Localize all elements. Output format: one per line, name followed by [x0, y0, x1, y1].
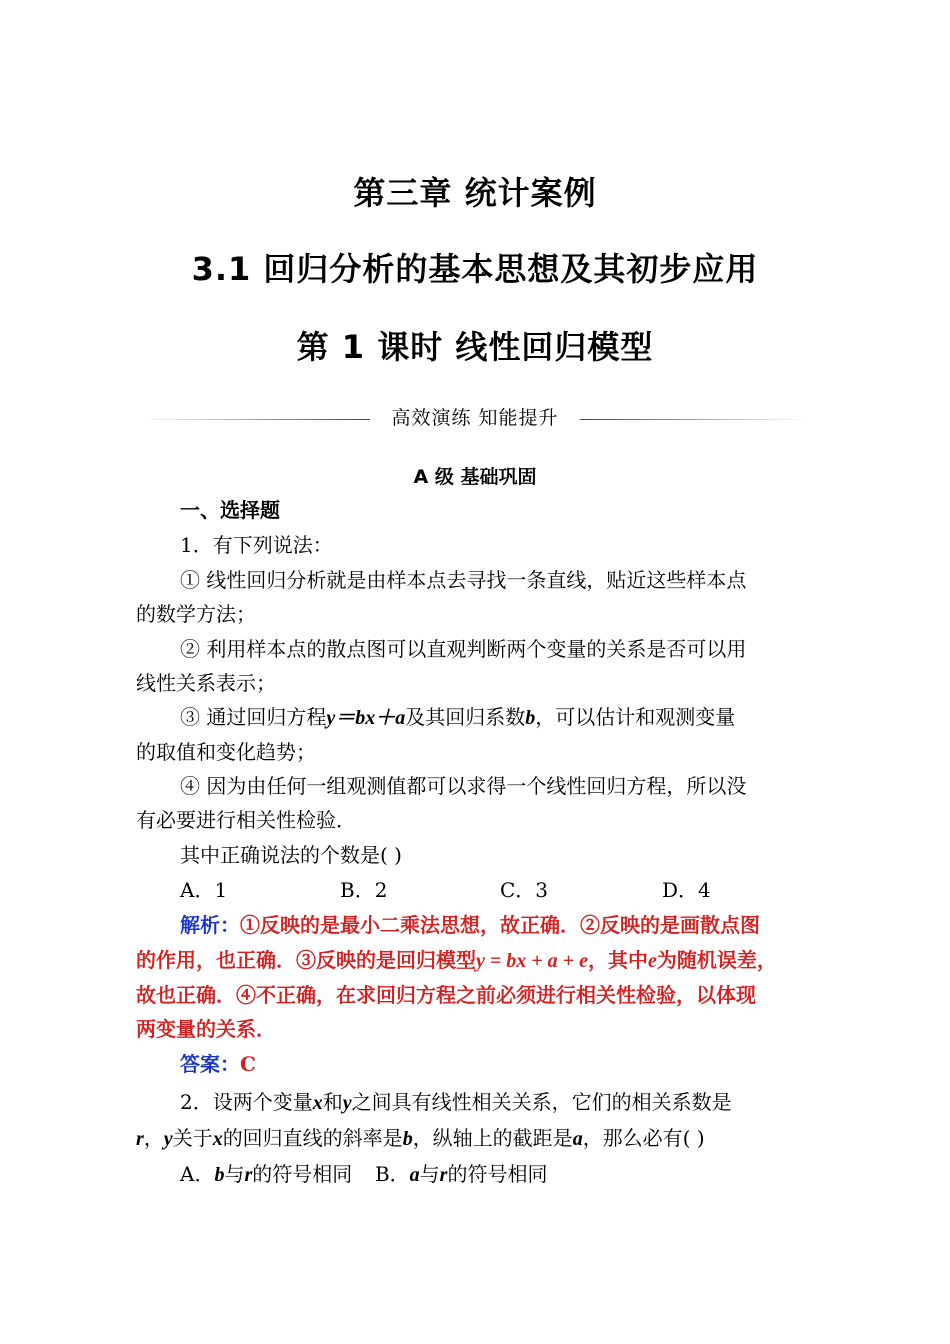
q2-l1-mid: 和: [322, 1090, 343, 1114]
q1-analysis-line2: [136, 948, 777, 973]
analysis-text-1: ①反映的是最小二乘法思想，故正确．②反映的是画散点图: [240, 913, 760, 937]
q1-analysis-line4: 两变量的关系．: [136, 1017, 276, 1041]
q1-answer: [180, 1052, 256, 1076]
chapter-title: 第三章 统计案例: [353, 174, 597, 212]
q2-l2-var-y: y: [163, 1128, 173, 1150]
q2-l2-var-a: a: [572, 1128, 583, 1150]
analysis-2-mid: ，其中: [587, 948, 648, 972]
q2-options: [180, 1162, 547, 1187]
q1-item1-line2: 的数学方法；: [136, 602, 256, 626]
q1-item3-mid: 及其回归系数: [405, 705, 526, 729]
q1-ask: 其中正确说法的个数是( ): [180, 843, 402, 867]
answer-label: 答案：: [180, 1052, 240, 1076]
q1-item2-line1: ② 利用样本点的散点图可以直观判断两个变量的关系是否可以用: [180, 637, 747, 661]
analysis-2-formula: y = bx + a + e: [476, 950, 588, 972]
q2-line2: [136, 1126, 705, 1151]
q1-option-c: C．3: [500, 878, 549, 902]
q2-opt-b-r: r: [439, 1164, 448, 1186]
q1-item3-post: ，可以估计和观测变量: [535, 705, 736, 729]
divider-text: 高效演练 知能提升: [391, 407, 559, 429]
q2-l2-a: 关于: [172, 1126, 213, 1150]
q1-item4-line2: 有必要进行相关性检验．: [136, 808, 356, 832]
q2-l1-post: 之间具有线性相关关系，它们的相关系数是: [351, 1090, 732, 1114]
q2-l2-sep: ，: [143, 1126, 164, 1150]
analysis-2-pre: 的作用，也正确．③反映的是回归模型: [136, 948, 476, 972]
q2-line1: [180, 1090, 732, 1115]
q1-item2-line2: 线性关系表示；: [136, 671, 276, 695]
q2-l2-d: ，那么必有( ): [582, 1126, 705, 1150]
q2-var-x: x: [312, 1092, 323, 1114]
answer-value: C: [240, 1052, 256, 1076]
q2-l2-b: 的回归直线的斜率是: [222, 1126, 403, 1150]
q2-opt-b-mid: 与: [419, 1162, 440, 1186]
q2-opt-a-pre: A．: [180, 1162, 215, 1186]
q2-l2-var-x: x: [212, 1128, 223, 1150]
section-title: 3.1 回归分析的基本思想及其初步应用: [191, 250, 759, 288]
q2-var-r: r: [136, 1128, 144, 1150]
q1-option-d: D．4: [662, 878, 711, 902]
q1-stem: 1．有下列说法：: [180, 533, 333, 557]
lesson-title: 第 1 课时 线性回归模型: [296, 328, 654, 366]
divider-right-line: [580, 419, 810, 420]
q1-item3-line1: [180, 705, 735, 730]
q2-opt-b-pre: B．: [374, 1162, 410, 1186]
q2-opt-a-b: b: [214, 1164, 225, 1186]
q2-opt-a-post: 的符号相同: [252, 1162, 353, 1186]
section-heading: 一、选择题: [180, 498, 280, 522]
q2-opt-b-a: a: [409, 1164, 420, 1186]
q1-item3-pre: ③ 通过回归方程: [180, 705, 327, 729]
q1-option-a: A．1: [180, 878, 228, 902]
level-heading: A 级 基础巩固: [413, 466, 537, 488]
analysis-2-e: e: [647, 950, 657, 972]
q1-item3-b: b: [525, 707, 536, 729]
q1-option-b: B．2: [340, 878, 388, 902]
q2-opt-a-r: r: [244, 1164, 253, 1186]
analysis-2-post: 为随机误差，: [656, 948, 777, 972]
q1-item3-formula: y＝bx＋a: [326, 707, 406, 729]
q1-item4-line1: ④ 因为由任何一组观测值都可以求得一个线性回归方程，所以没: [180, 774, 747, 798]
q2-opt-a-mid: 与: [224, 1162, 245, 1186]
q2-l1-pre: 2．设两个变量: [180, 1090, 313, 1114]
q2-var-y: y: [342, 1092, 352, 1114]
q1-item3-line2: 的取值和变化趋势；: [136, 740, 316, 764]
q2-l2-c: ，纵轴上的截距是: [412, 1126, 573, 1150]
q2-l2-var-b: b: [402, 1128, 413, 1150]
analysis-label: 解析：: [180, 913, 240, 937]
q1-item1-line1: ① 线性回归分析就是由样本点去寻找一条直线，贴近这些样本点: [180, 568, 747, 592]
q2-opt-b-post: 的符号相同: [447, 1162, 548, 1186]
q1-analysis-line3: 故也正确．④不正确，在求回归方程之前必须进行相关性检验，以体现: [136, 983, 756, 1007]
q1-analysis-line1: [180, 913, 760, 937]
